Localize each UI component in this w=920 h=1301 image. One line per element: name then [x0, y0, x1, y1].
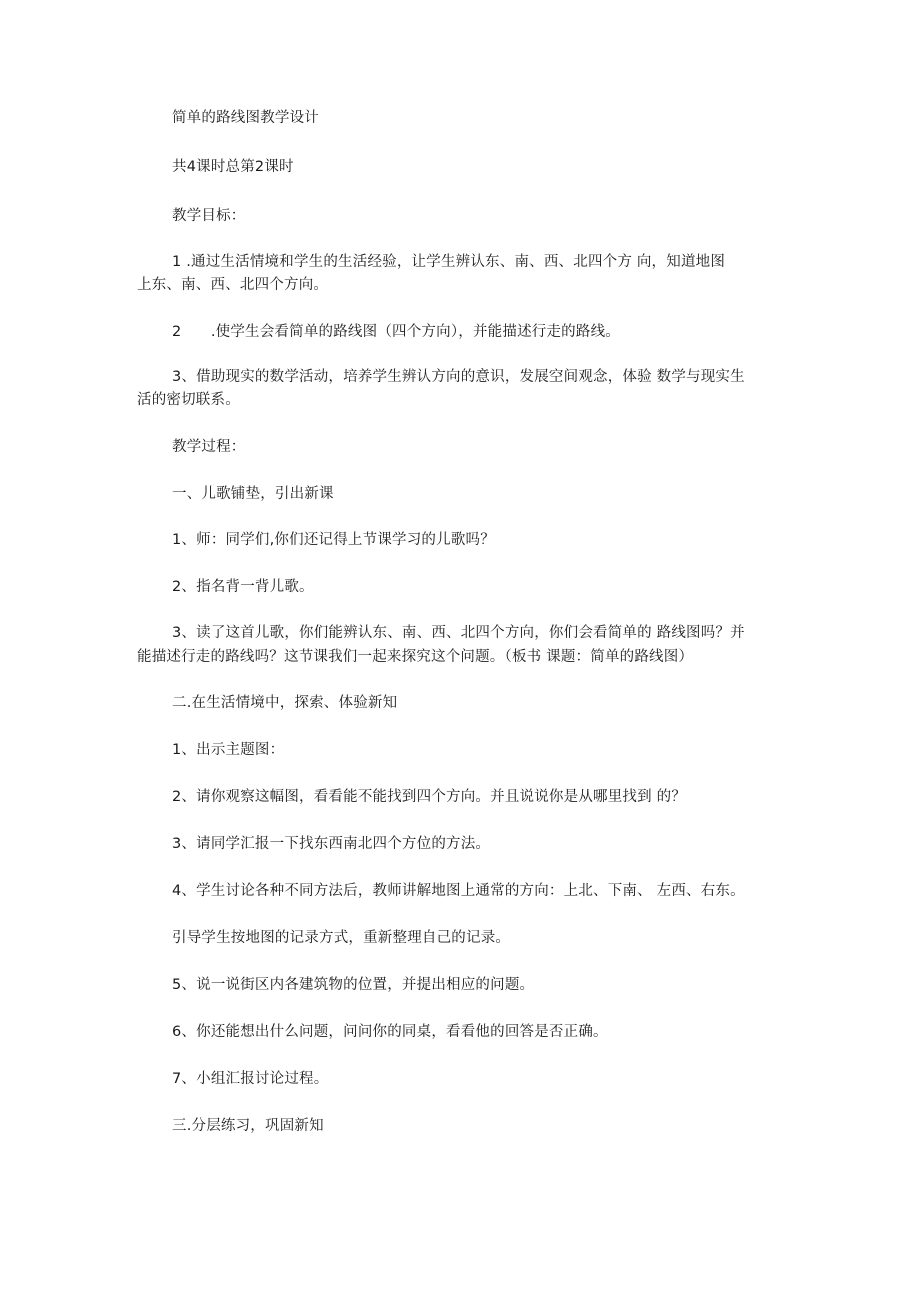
list-item: 7、小组汇报讨论过程。: [172, 1071, 329, 1087]
list-item: 2、指名背一背儿歌。: [172, 579, 314, 595]
lesson-info: 共4课时总第2课时: [172, 159, 294, 175]
section-3-heading: 三.分层练习，巩固新知: [172, 1118, 324, 1134]
list-item-continuation: 能描述行走的路线吗？这节课我们一起来探究这个问题。（板书 课题：简单的路线图）: [137, 649, 694, 665]
section-1-heading: 一、儿歌铺垫，引出新课: [172, 486, 334, 502]
objectives-heading: 教学目标：: [172, 208, 246, 224]
objective-2: 2 .使学生会看简单的路线图（四个方向），并能描述行走的路线。: [172, 324, 620, 340]
section-2-heading: 二.在生活情境中，探索、体验新知: [172, 695, 398, 711]
list-item: 1、出示主题图：: [172, 742, 285, 758]
document-title: 简单的路线图教学设计: [172, 110, 319, 126]
objective-1-line-1: 1 .通过生活情境和学生的生活经验，让学生辨认东、南、西、北四个方 向，知道地图: [172, 254, 726, 270]
objective-3-line-1: 3、借助现实的数学活动，培养学生辨认方向的意识，发展空间观念，体验 数学与现实生: [172, 369, 745, 385]
list-item-note: 引导学生按地图的记录方式，重新整理自己的记录。: [172, 930, 511, 946]
list-item: 4、学生讨论各种不同方法后，教师讲解地图上通常的方向：上北、下南、 左西、右东。: [172, 883, 745, 899]
list-item: 1、师：同学们,你们还记得上节课学习的儿歌吗？: [172, 532, 495, 548]
objective-1-line-2: 上东、南、西、北四个方向。: [137, 277, 329, 293]
list-item: 6、你还能想出什么问题，问问你的同桌，看看他的回答是否正确。: [172, 1024, 608, 1040]
list-item: 3、读了这首儿歌，你们能辨认东、南、西、北四个方向，你们会看简单的 路线图吗？并: [172, 625, 745, 641]
list-item: 5、说一说街区内各建筑物的位置，并提出相应的问题。: [172, 977, 535, 993]
list-item: 3、请同学汇报一下找东西南北四个方位的方法。: [172, 836, 491, 852]
objective-3-line-2: 活的密切联系。: [137, 392, 240, 408]
list-item: 2、请你观察这幅图，看看能不能找到四个方向。并且说说你是从哪里找到 的？: [172, 789, 687, 805]
process-heading: 教学过程：: [172, 439, 246, 455]
